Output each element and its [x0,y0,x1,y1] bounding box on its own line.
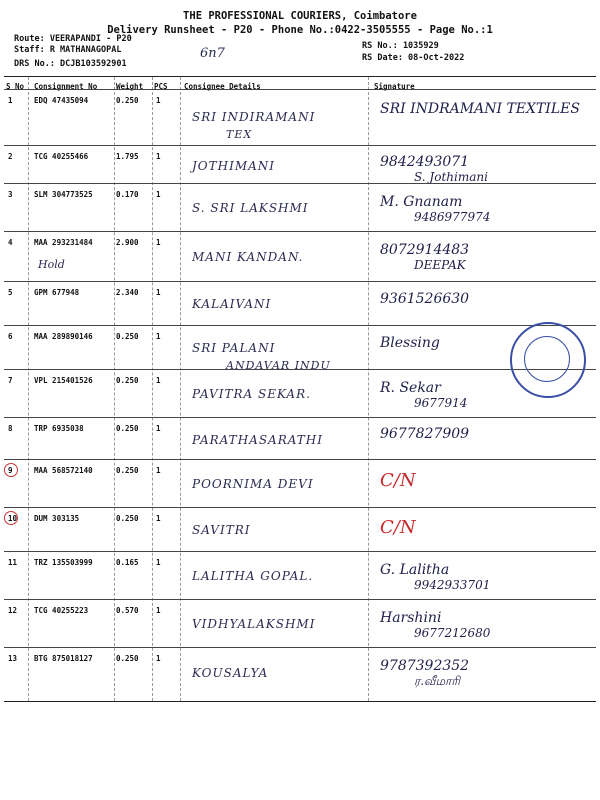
signature-text-2: 9677212680 [414,626,491,640]
consignee-name: POORNIMA DEVI [192,477,314,491]
runsheet-title: Delivery Runsheet - P20 - Phone No.:0422-3505555 - Page No.:1 [107,24,493,36]
staff-line: Staff: R MATHANAGOPAL [14,45,122,55]
signature-text: 9787392352 [380,658,470,674]
row-weight: 1.795 [116,152,139,161]
signature-text: 9361526630 [380,291,470,307]
consignee-name: PAVITRA SEKAR. [192,387,311,401]
row-pcs: 1 [156,96,161,105]
consignee-name: SRI PALANI [192,341,276,355]
sno-circle [4,511,18,525]
consignee-name-line2: TEX [226,128,253,141]
consignee-name: JOTHIMANI [192,159,276,173]
row-weight: 0.570 [116,606,139,615]
row-consignment-no: MAA 568572140 [34,466,93,475]
row-consignment-no: GPM 677948 [34,288,80,297]
handwritten-note: 6n7 [200,46,225,61]
table-row [4,507,596,552]
signature-text: C/N [380,470,416,491]
row-consignment-no: TCG 40255466 [34,152,89,161]
table-row [4,417,596,460]
rs-number: RS No.: 1035929 [362,41,439,51]
col-details: Consignee Details [184,82,261,91]
consignee-name: KALAIVANI [192,297,272,311]
consignee-name: KOUSALYA [192,666,269,680]
table-row [4,369,596,418]
signature-text: R. Sekar [380,380,441,396]
rs-date: RS Date: 08-Oct-2022 [362,53,465,63]
signature-text-2: 9677914 [414,396,468,410]
row-sno: 1 [8,96,13,105]
signature-text: M. Gnanam [380,194,463,210]
col-pcs: PCS [154,82,168,91]
row-sno: 8 [8,424,13,433]
row-consignment-no: TRZ 135503999 [34,558,93,567]
signature-text: Blessing [380,335,440,351]
col-consignment: Consignment No [34,82,98,91]
table-row [4,183,596,232]
row-pcs: 1 [156,514,161,523]
consignee-name: VIDHYALAKSHMI [192,617,316,631]
row-pcs: 1 [156,424,161,433]
consignee-name: SAVITRI [192,523,251,537]
row-consignment-no: SLM 304773525 [34,190,93,199]
row-weight: 0.250 [116,654,139,663]
row-sno: 4 [8,238,13,247]
consignee-name: S. SRI LAKSHMI [192,201,309,215]
signature-text: 8072914483 [380,242,470,258]
row-sno: 5 [8,288,13,297]
consignee-name: MANI KANDAN. [192,250,304,264]
row-weight: 0.165 [116,558,139,567]
drs-line: DRS No.: DCJB103592901 [14,59,127,69]
table-row [4,599,596,648]
row-pcs: 1 [156,606,161,615]
table-row [4,551,596,600]
row-weight: 0.250 [116,466,139,475]
sno-circle [4,463,18,477]
row-sno: 3 [8,190,13,199]
row-pcs: 1 [156,238,161,247]
consignee-name-line2: ANDAVAR INDU [226,359,331,372]
row-sno: 2 [8,152,13,161]
table-row [4,89,596,146]
row-sno: 13 [8,654,18,663]
row-weight: 0.250 [116,514,139,523]
row-sno: 6 [8,332,13,341]
signature-text-2: 9942933701 [414,578,491,592]
row-consignment-no: VPL 215401526 [34,376,93,385]
row-weight: 0.170 [116,190,139,199]
consignee-name: SRI INDIRAMANI [192,110,316,124]
col-signature: Signature [374,82,415,91]
signature-text: C/N [380,517,416,538]
row-consignment-no: TCG 40255223 [34,606,89,615]
row-sno: 9 [8,466,13,475]
signature-text-2: S. Jothimani [414,170,488,184]
company-title: THE PROFESSIONAL COURIERS, Coimbatore [183,10,417,22]
row-pcs: 1 [156,466,161,475]
signature-text: G. Lalitha [380,562,450,578]
row-consignment-no: MAA 293231484 [34,238,93,247]
row-weight: 0.250 [116,332,139,341]
row-pcs: 1 [156,152,161,161]
table-row [4,647,596,698]
signature-text: Harshini [380,610,442,626]
col-sno: S No [6,82,25,91]
row-sno: 11 [8,558,18,567]
table-row [4,281,596,326]
signature-text: SRI INDRAMANI TEXTILES [380,101,580,117]
row-consignment-no: DUM 303135 [34,514,80,523]
row-note: Hold [38,258,65,271]
row-weight: 0.250 [116,96,139,105]
row-sno: 10 [8,514,18,523]
table-row [4,145,596,184]
row-sno: 12 [8,606,18,615]
runsheet-table [4,76,596,702]
signature-text-2: 9486977974 [414,210,491,224]
consignee-name: PARATHASARATHI [192,433,323,447]
row-pcs: 1 [156,288,161,297]
row-weight: 2.340 [116,288,139,297]
table-row [4,325,596,370]
row-pcs: 1 [156,558,161,567]
row-consignment-no: TRP 6935038 [34,424,84,433]
table-row [4,459,596,508]
row-pcs: 1 [156,332,161,341]
row-weight: 0.250 [116,424,139,433]
row-sno: 7 [8,376,13,385]
row-weight: 2.900 [116,238,139,247]
signature-text-2: ர.வீமாரி [414,674,461,688]
signature-text: 9842493071 [380,154,470,170]
signature-text: 9677827909 [380,426,470,442]
row-consignment-no: BTG 875018127 [34,654,93,663]
row-consignment-no: MAA 289890146 [34,332,93,341]
company-seal [510,322,586,398]
row-weight: 0.250 [116,376,139,385]
signature-text-2: DEEPAK [414,258,466,272]
col-weight: Weight [116,82,144,91]
row-pcs: 1 [156,190,161,199]
row-pcs: 1 [156,654,161,663]
consignee-name: LALITHA GOPAL. [192,569,314,583]
row-consignment-no: EDQ 47435094 [34,96,89,105]
table-row [4,231,596,282]
row-pcs: 1 [156,376,161,385]
route-line: Route: VEERAPANDI - P20 [14,34,132,44]
